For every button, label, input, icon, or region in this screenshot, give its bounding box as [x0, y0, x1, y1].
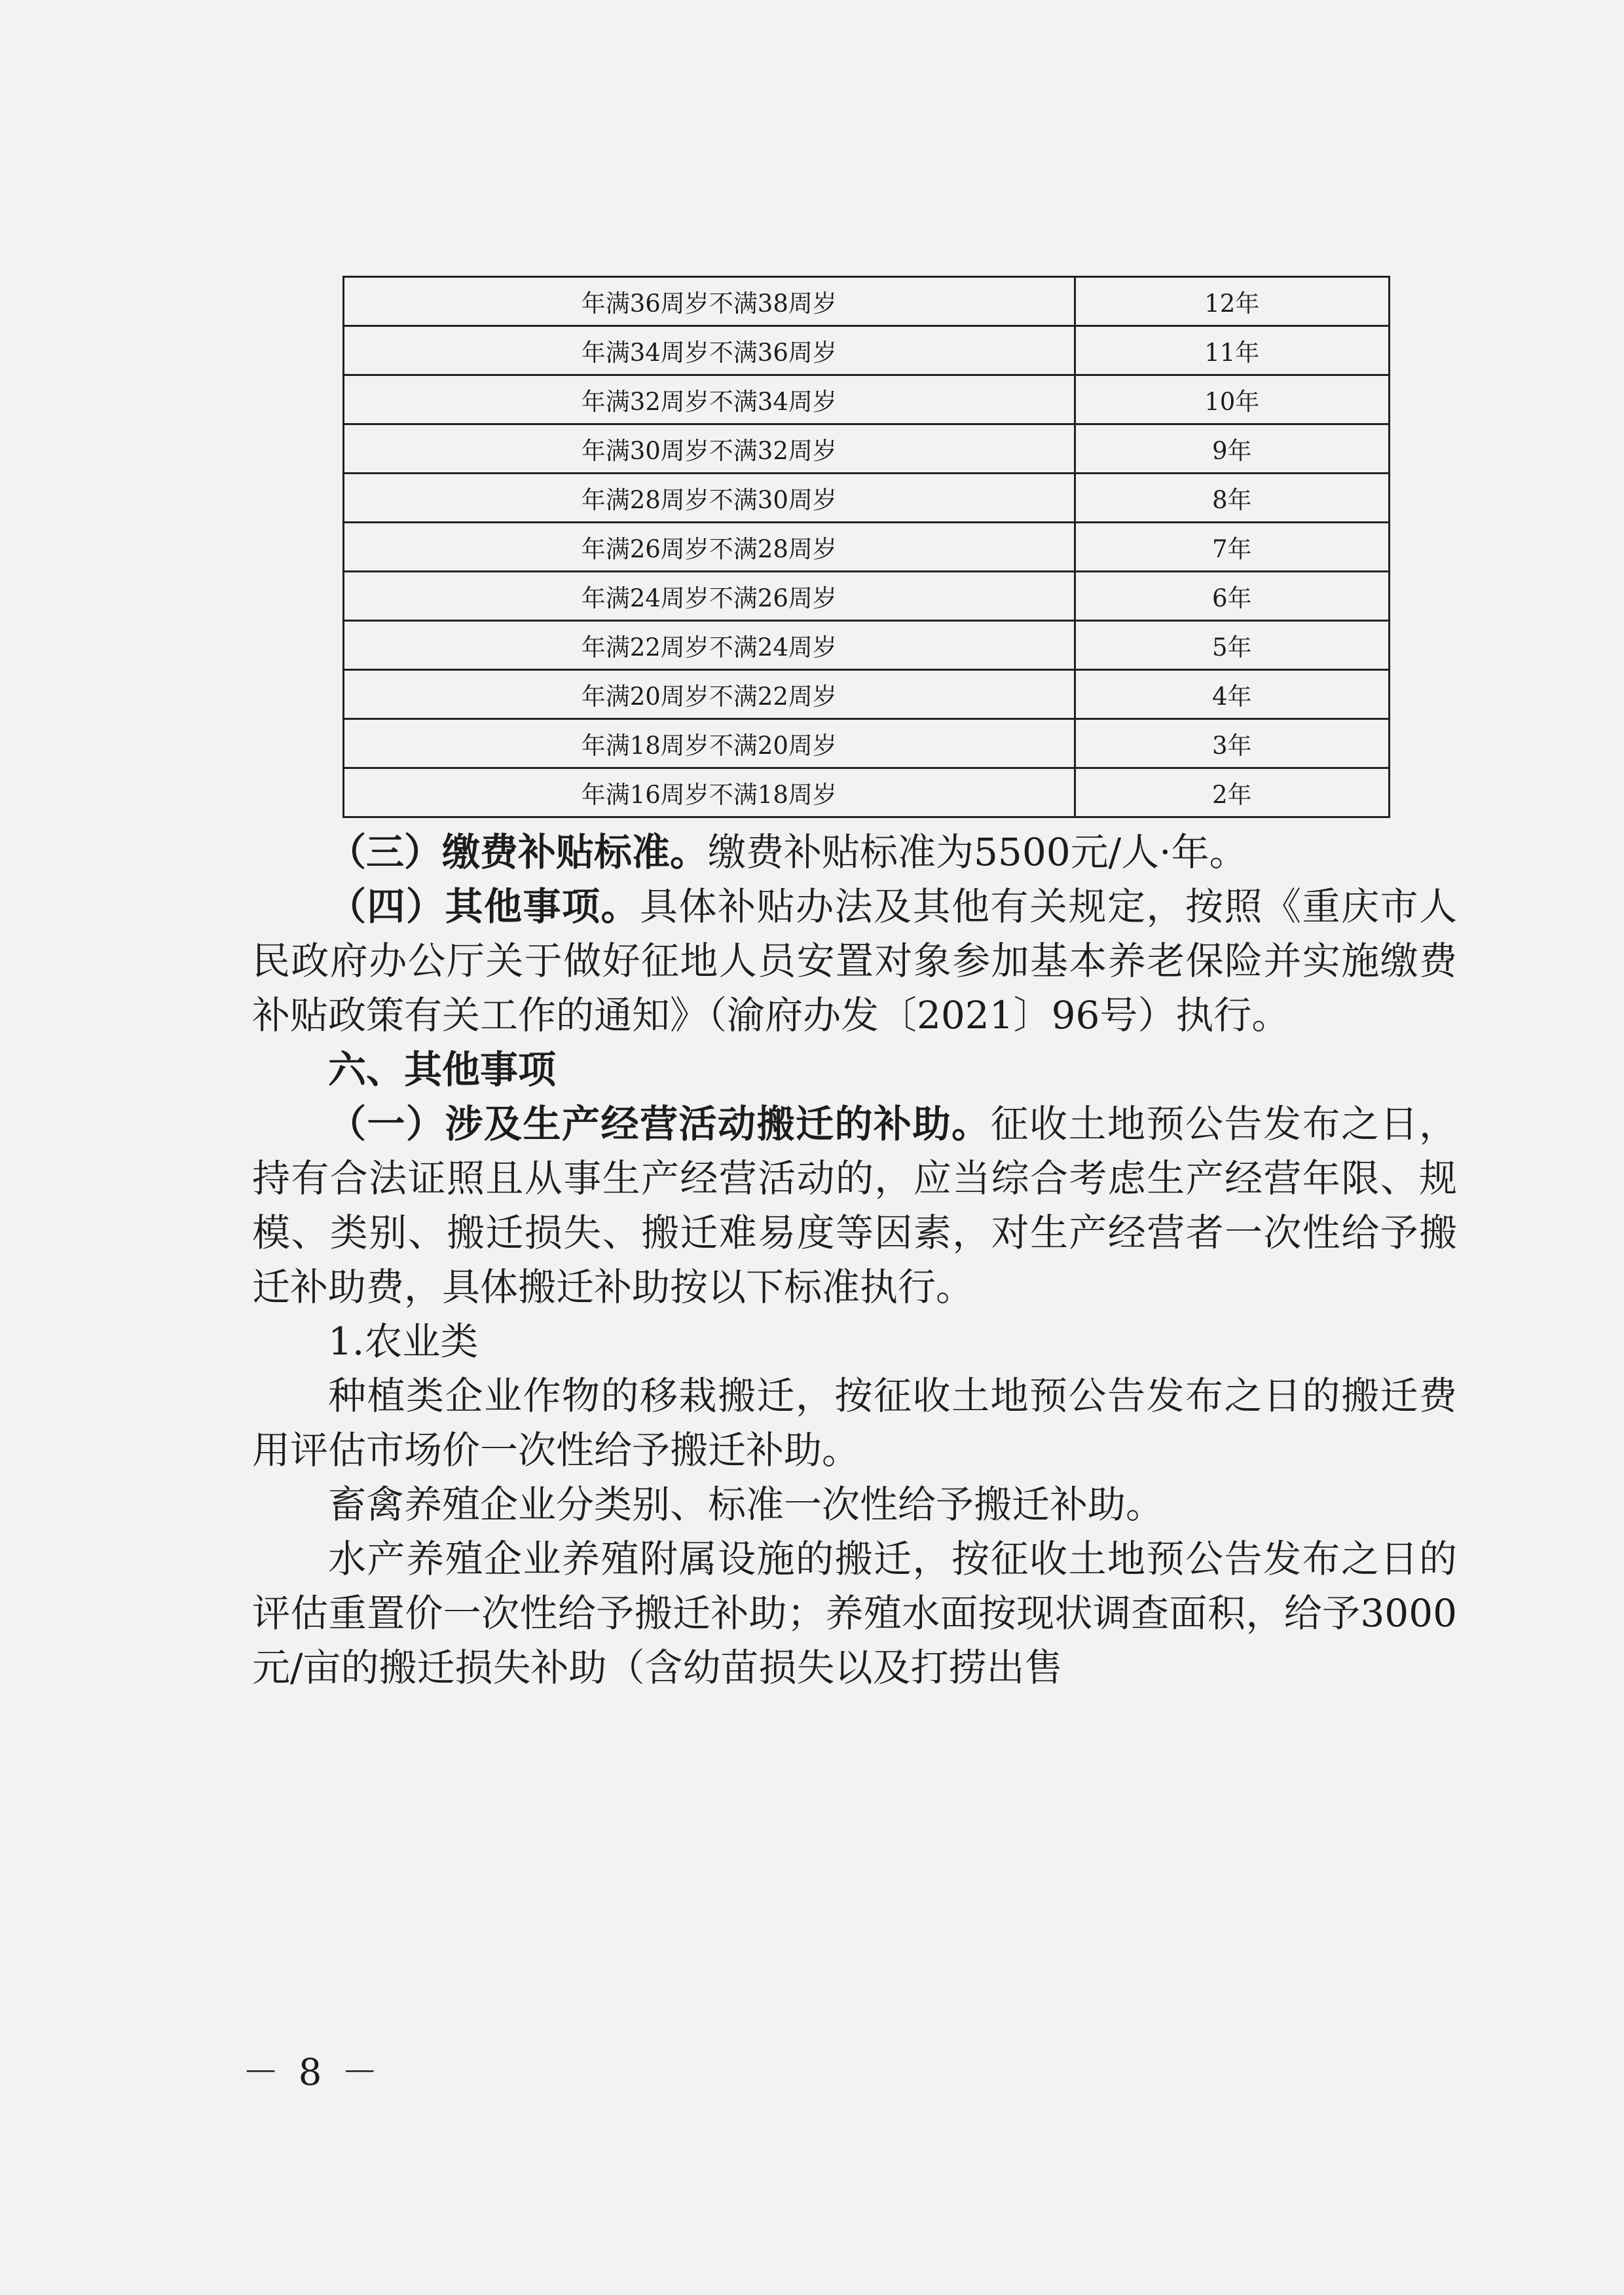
aquaculture-paragraph: 水产养殖企业养殖附属设施的搬迁，按征收土地预公告发布之日的评估重置价一次性给予搬迁补助；养殖水面按现状调查面积，给予3000元/亩的搬迁损失补助（含幼苗损失以及打捞出售	[252, 1537, 1457, 1690]
years-cell: 5年	[1075, 621, 1389, 670]
years-cell: 2年	[1075, 768, 1389, 817]
section-3-title: （三）缴费补贴标准。	[328, 830, 709, 874]
section-4-text: 具体补贴办法及其他有关规定，按照《重庆市人民政府办公厅关于做好征地人员安置对象参加基本养老保险并实施缴费补贴政策有关工作的通知》（渝府办发〔2021〕96号）执行。	[252, 884, 1457, 1037]
document-body	[252, 825, 1457, 1695]
table-row	[344, 670, 1390, 719]
page-number: － 8 －	[242, 2051, 382, 2094]
years-cell: 4年	[1075, 670, 1389, 719]
age-range-cell: 年满36周岁不满38周岁	[344, 277, 1075, 326]
section-3-paragraph	[252, 825, 1457, 880]
age-range-cell: 年满30周岁不满32周岁	[344, 424, 1075, 474]
table-row	[344, 326, 1390, 375]
age-range-cell: 年满20周岁不满22周岁	[344, 670, 1075, 719]
table-row	[344, 277, 1390, 326]
age-range-cell: 年满22周岁不满24周岁	[344, 621, 1075, 670]
section-4-title: （四）其他事项。	[328, 884, 640, 929]
item-1-heading: 1.农业类	[328, 1319, 479, 1364]
age-range-cell: 年满24周岁不满26周岁	[344, 572, 1075, 621]
age-range-cell: 年满34周岁不满36周岁	[344, 326, 1075, 375]
section-6-1-title: （一）涉及生产经营活动搬迁的补助。	[328, 1102, 991, 1146]
age-range-cell: 年满32周岁不满34周岁	[344, 375, 1075, 424]
years-cell: 8年	[1075, 474, 1389, 523]
age-range-cell: 年满28周岁不满30周岁	[344, 474, 1075, 523]
years-cell: 6年	[1075, 572, 1389, 621]
planting-paragraph: 种植类企业作物的移栽搬迁，按征收土地预公告发布之日的搬迁费用评估市场价一次性给予搬迁补助。	[252, 1373, 1457, 1472]
table-row	[344, 572, 1390, 621]
age-range-cell: 年满26周岁不满28周岁	[344, 523, 1075, 572]
table-row	[344, 768, 1390, 817]
years-cell: 10年	[1075, 375, 1389, 424]
section-6-1-text: 征收土地预公告发布之日，持有合法证照且从事生产经营活动的，应当综合考虑生产经营年限、规模、类别、搬迁损失、搬迁难易度等因素，对生产经营者一次性给予搬迁补助费，具体搬迁补助按以下标准执行。	[252, 1102, 1457, 1309]
age-range-cell: 年满18周岁不满20周岁	[344, 719, 1075, 768]
heading-6: 六、其他事项	[328, 1047, 557, 1092]
livestock-paragraph: 畜禽养殖企业分类别、标准一次性给予搬迁补助。	[328, 1482, 1164, 1527]
table-row	[344, 375, 1390, 424]
section-6-1-paragraph	[252, 1097, 1457, 1315]
table-row	[344, 474, 1390, 523]
years-cell: 11年	[1075, 326, 1389, 375]
table-row	[344, 621, 1390, 670]
table-row	[344, 719, 1390, 768]
section-4-paragraph	[252, 880, 1457, 1043]
age-range-cell: 年满16周岁不满18周岁	[344, 768, 1075, 817]
years-cell: 12年	[1075, 277, 1389, 326]
years-cell: 3年	[1075, 719, 1389, 768]
years-cell: 7年	[1075, 523, 1389, 572]
section-3-text: 缴费补贴标准为5500元/人·年。	[708, 830, 1247, 874]
age-years-table	[342, 276, 1390, 818]
table-row	[344, 523, 1390, 572]
table-row	[344, 424, 1390, 474]
years-cell: 9年	[1075, 424, 1389, 474]
